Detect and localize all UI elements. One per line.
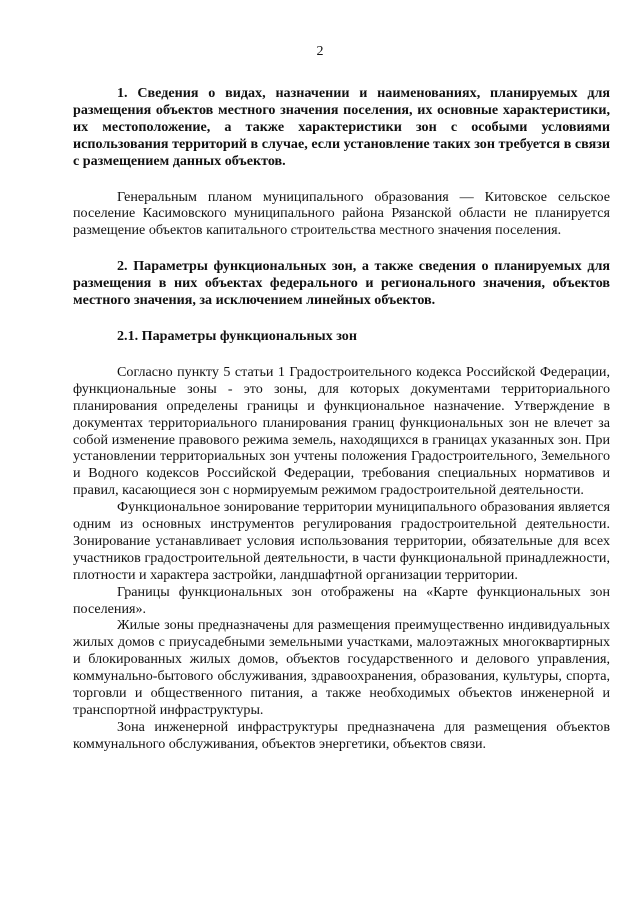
paragraph-functional-zoning: Функциональное зонирование территории муниципального образования является одним из основных инструментов регулирования градостроительной деятельности. Зонирование устанавливает условия использования территории, обязательные для всех участников градостроительной деятельности, в части функциональной принадлежности, плотности и характера застройки, ландшафтной организации территории. xyxy=(73,499,610,583)
paragraph-zone-map-reference: Границы функциональных зон отображены на «Карте функциональных зон поселения». xyxy=(73,583,610,617)
section-2-heading: 2. Параметры функциональных зон, а также сведения о планируемых для размещения в них объектах федерального и регионального значения, объектов местного значения, за исключением линейных объектов. xyxy=(73,258,610,309)
paragraph-residential-zones: Жилые зоны предназначены для размещения преимущественно индивидуальных жилых домов с приусадебными земельными участками, малоэтажных многоквартирных и блокированных жилых домов, объектов государственного и делового управления, коммунально-бытового обслуживания, здравоохранения, образования, культуры, спорта, торговли и общественного питания, а также необходимых объектов инженерной и транспортной инфраструктуры. xyxy=(73,617,610,718)
paragraph-functional-zones-definition: Согласно пункту 5 статьи 1 Градостроительного кодекса Российской Федерации, функциональные зоны - это зоны, для которых документами территориального планирования определены границы и функциональное назначение. Утверждение в документах территориального планирования границ функциональных зон не влечет за собой изменение правового режима земель, находящихся в границах указанных зон. При установлении территориальных зон учтены положения Градостроительного, Земельного и Водного кодексов Российской Федерации, требования специальных нормативов и правил, касающиеся зон с нормируемым режимом градостроительной деятельности. xyxy=(73,363,610,499)
spacer xyxy=(73,239,610,258)
section-1-paragraph: Генеральным планом муниципального образования — Китовское сельское поселение Касимовского муниципального района Рязанской области не планируется размещение объектов капитального строительства местного значения поселения. xyxy=(73,188,610,239)
spacer xyxy=(73,345,610,364)
section-1-heading: 1. Сведения о видах, назначении и наименованиях, планируемых для размещения объектов местного значения поселения, их основные характеристики, их местоположение, а также характеристики зон с особыми условиями использования территорий в случае, если установление таких зон требуется в связи с размещением данных объектов. xyxy=(73,85,610,169)
page-number: 2 xyxy=(316,44,324,59)
section-2-1-heading: 2.1. Параметры функциональных зон xyxy=(117,327,357,344)
document-body xyxy=(73,85,610,753)
spacer xyxy=(73,309,610,328)
paragraph-engineering-zone: Зона инженерной инфраструктуры предназначена для размещения объектов коммунального обслуживания, объектов энергетики, объектов связи. xyxy=(73,718,610,752)
spacer xyxy=(73,170,610,189)
